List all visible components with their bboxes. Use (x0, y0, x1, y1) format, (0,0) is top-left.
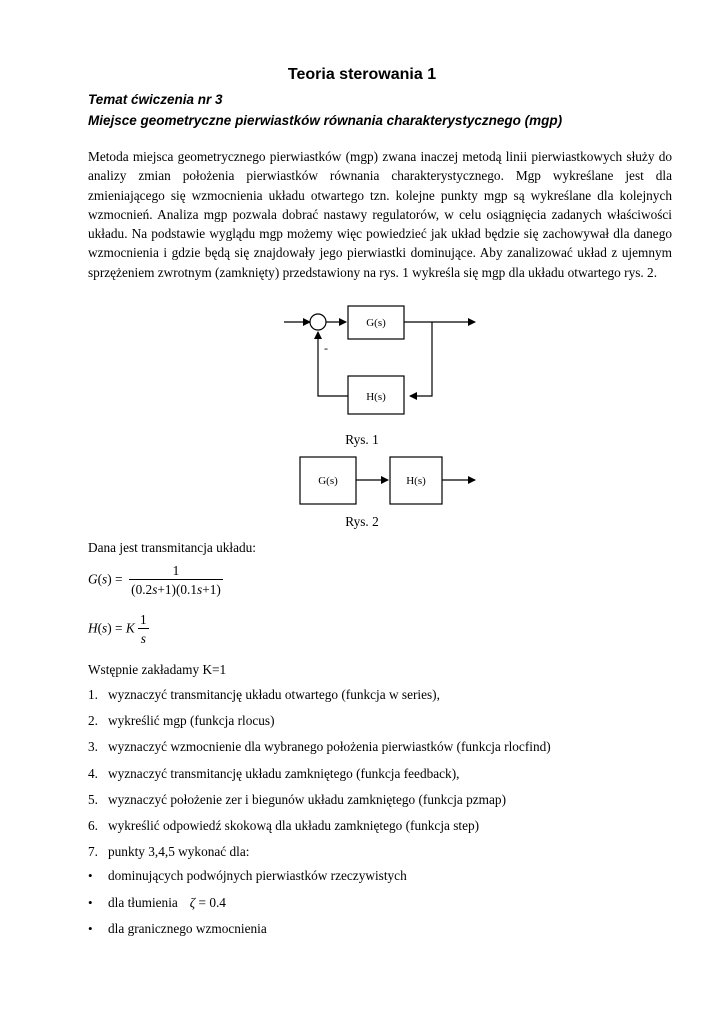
damping-label: dla tłumienia (108, 894, 178, 910)
g-block-label: G(s) (318, 475, 338, 487)
task-text: wyznaczyć położenie zer i biegunów układu zamkniętego (funkcja pzmap) (108, 791, 506, 807)
bullet-text: dla granicznego wzmocnienia (108, 921, 267, 936)
task-number: 2. (88, 713, 98, 729)
g-block-label: G(s) (366, 317, 386, 329)
formula-h-fn: H (88, 620, 98, 636)
initial-gain-note: Wstępnie zakładamy K=1 (88, 662, 227, 677)
open-loop-diagram (270, 450, 490, 510)
den-part: +1)(0.1 (157, 582, 198, 597)
given-transfer-label: Dana jest transmitancja układu: (88, 540, 257, 555)
bullet-icon: • (88, 868, 93, 883)
task-text: wyznaczyć transmitancję układu otwartego (funkcja w series), (108, 687, 440, 702)
den-part: +1) (202, 582, 221, 597)
task-number: 5. (88, 791, 98, 807)
task-number: 6. (88, 817, 98, 833)
exercise-subject: Temat ćwiczenia nr 3 (88, 92, 223, 107)
formula-h-denominator: s (138, 628, 149, 647)
summing-junction (310, 314, 326, 330)
task-text: wyznaczyć transmitancję układu zamkniętego (funkcja feedback), (108, 765, 460, 781)
h-block-label: H(s) (366, 391, 386, 403)
formula-g-numerator: 1 (172, 563, 180, 578)
task-number: 7. (88, 844, 98, 860)
feedback-takeoff-line (410, 322, 432, 396)
figure-1-caption: Rys. 1 (345, 432, 379, 447)
formula-h: H(s) = K $\frac{1}{s}$ (88, 612, 147, 646)
damping-formula (190, 895, 226, 910)
task-text: punkty 3,4,5 wykonać dla: (108, 844, 250, 860)
bullet-text (108, 895, 226, 911)
formula-g: G(s) = $\frac{1}{(0.2s+1)(0.1s+1)}$ (88, 563, 221, 597)
formula-h-numerator: 1 (140, 612, 147, 627)
minus-sign: - (324, 341, 328, 355)
task-number: 1. (88, 687, 98, 702)
zeta-symbol: ζ (189, 894, 196, 910)
task-text: wyznaczyć wzmocnienie dla wybranego położenia pierwiastków (funkcja rlocfind) (108, 739, 551, 755)
document-title: Teoria sterowania 1 (287, 66, 437, 83)
exercise-topic: Miejsce geometryczne pierwiastków równania charakterystycznego (mgp) (88, 113, 563, 128)
zeta-value: = 0.4 (195, 894, 226, 910)
formula-h-gain: K (125, 620, 135, 636)
formula-g-denominator (129, 579, 223, 598)
feedback-return-line (318, 332, 348, 396)
bullet-icon: • (88, 921, 93, 936)
den-part: (0.2 (131, 582, 153, 597)
h-block-label: H(s) (406, 475, 426, 487)
intro-paragraph: Metoda miejsca geometrycznego pierwiastków (mgp) zwana inaczej metodą linii pierwiastkowych służy do analizy zmian położenia pierwiastków równania charakterystycznego. Mgp wykreślane jest dla zmieniającego się wzmocnienia układu otwartego tzn. kolejne punkty mgp są wykreślane dla kolejnych wzmocnień. Analiza mgp pozwala dobrać nastawy regulatorów, w celu osiągnięcia zadanych właściwości układu. Na podstawie wyglądu mgp możemy więc powiedzieć jak układ będzie się zachowywał dla danego wzmocnienia i gdzie będą się znajdowały jego pierwiastki dominujące. Aby zanalizować układ z ujemnym sprzężeniem zwrotnym (zamknięty) przedstawiony na rys. 1 wykreśla się mgp dla układu otwartego rys. 2. (88, 149, 672, 280)
formula-g-fraction (129, 563, 223, 598)
task-number: 4. (88, 765, 98, 781)
formula-h-fraction (138, 612, 149, 647)
den-var: s (197, 582, 203, 597)
closed-loop-diagram (270, 300, 490, 430)
formula-g-fn: G (88, 571, 98, 587)
formula-g-arg: s (102, 571, 108, 587)
figure-2-caption: Rys. 2 (345, 514, 379, 529)
task-number: 3. (88, 739, 98, 755)
den-var: s (152, 582, 158, 597)
bullet-icon: • (88, 894, 93, 910)
task-text: wykreślić mgp (funkcja rlocus) (108, 713, 275, 729)
bullet-text: dominujących podwójnych pierwiastków rzeczywistych (108, 868, 407, 883)
formula-h-arg: s (102, 620, 108, 636)
task-text: wykreślić odpowiedź skokową dla układu zamkniętego (funkcja step) (108, 817, 480, 833)
